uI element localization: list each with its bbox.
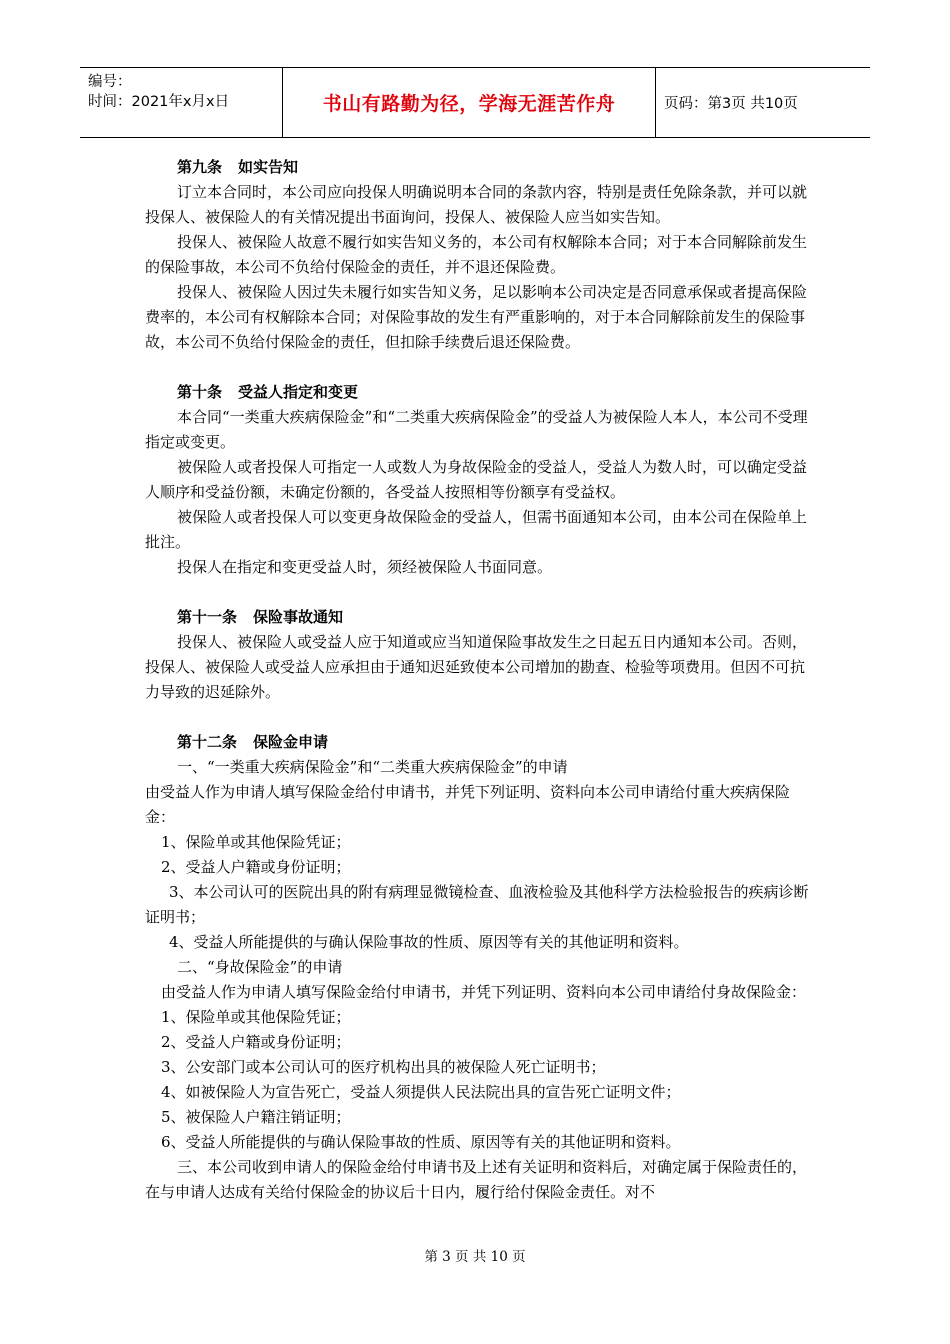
list-item: 6、受益人所能提供的与确认保险事故的性质、原因等有关的其他证明和资料。 xyxy=(161,1133,681,1151)
article-title: 保险金申请 xyxy=(253,733,329,751)
paragraph: 被保险人或者投保人可以变更身故保险金的受益人，但需书面通知本公司，由本公司在保险单上批注。 xyxy=(145,508,808,551)
article-12-heading xyxy=(145,730,810,755)
header-motto: 书山有路勤为径，学海无涯苦作舟 xyxy=(283,68,656,137)
serial-label: 编号： xyxy=(88,74,132,90)
article-10-heading xyxy=(145,380,810,405)
header-page-info: 页码：第3页 共10页 xyxy=(664,96,798,112)
article-title: 受益人指定和变更 xyxy=(238,383,359,401)
page-header xyxy=(80,67,870,138)
article-number: 第十二条 xyxy=(177,733,238,751)
page-footer: 第 3 页 共 10 页 xyxy=(424,1249,526,1265)
date-line: 时间：2021年x月x日 xyxy=(88,94,230,110)
article-number: 第十一条 xyxy=(177,608,238,626)
paragraph: 订立本合同时，本公司应向投保人明确说明本合同的条款内容，特别是责任免除条款，并可以就投保人、被保险人的有关情况提出书面询问，投保人、被保险人应当如实告知。 xyxy=(145,183,808,226)
paragraph: 被保险人或者投保人可指定一人或数人为身故保险金的受益人，受益人为数人时，可以确定受益人顺序和受益份额，未确定份额的，各受益人按照相等份额享有受益权。 xyxy=(145,458,808,501)
article-number: 第十条 xyxy=(177,383,223,401)
article-title: 保险事故通知 xyxy=(253,608,344,626)
paragraph: 由受益人作为申请人填写保险金给付申请书，并凭下列证明、资料向本公司申请给付身故保险金： xyxy=(161,983,807,1001)
list-item: 3、本公司认可的医院出具的附有病理显微镜检查、血液检验及其他科学方法检验报告的疾病诊断证明书； xyxy=(145,883,809,926)
list-item: 4、如被保险人为宣告死亡，受益人须提供人民法院出具的宣告死亡证明文件； xyxy=(161,1083,681,1101)
list-item: 1、保险单或其他保险凭证； xyxy=(161,833,351,851)
article-title: 如实告知 xyxy=(238,158,299,176)
paragraph: 投保人、被保险人故意不履行如实告知义务的，本公司有权解除本合同；对于本合同解除前发生的保险事故，本公司不负给付保险金的责任，并不退还保险费。 xyxy=(145,233,808,276)
paragraph: 由受益人作为申请人填写保险金给付申请书，并凭下列证明、资料向本公司申请给付重大疾病保险金： xyxy=(145,783,791,826)
document-body xyxy=(145,155,810,1205)
list-item: 2、受益人户籍或身份证明； xyxy=(161,1033,351,1051)
paragraph: 本合同“一类重大疾病保险金”和“二类重大疾病保险金”的受益人为被保险人本人，本公司不受理指定或变更。 xyxy=(145,408,808,451)
header-meta xyxy=(80,68,283,137)
article-11-heading xyxy=(145,605,810,630)
list-item: 5、被保险人户籍注销证明； xyxy=(161,1108,351,1126)
list-item: 2、受益人户籍或身份证明； xyxy=(161,858,351,876)
list-item: 1、保险单或其他保险凭证； xyxy=(161,1008,351,1026)
list-item: 4、受益人所能提供的与确认保险事故的性质、原因等有关的其他证明和资料。 xyxy=(169,933,689,951)
paragraph: 投保人、被保险人或受益人应于知道或应当知道保险事故发生之日起五日内通知本公司。否则，投保人、被保险人或受益人应承担由于通知迟延致使本公司增加的勘查、检验等项费用。但因不可抗力导致的迟延除外。 xyxy=(145,633,808,701)
list-item: 3、公安部门或本公司认可的医疗机构出具的被保险人死亡证明书； xyxy=(161,1058,606,1076)
paragraph: 投保人在指定和变更受益人时，须经被保险人书面同意。 xyxy=(177,558,553,576)
article-9-heading xyxy=(145,155,810,180)
paragraph: 三、本公司收到申请人的保险金给付申请书及上述有关证明和资料后，对确定属于保险责任的，在与申请人达成有关给付保险金的协议后十日内，履行给付保险金责任。对不 xyxy=(145,1158,808,1201)
paragraph: 投保人、被保险人因过失未履行如实告知义务，足以影响本公司决定是否同意承保或者提高保险费率的，本公司有权解除本合同；对保险事故的发生有严重影响的，对于本合同解除前发生的保险事故，本公司不负给付保险金的责任，但扣除手续费后退还保险费。 xyxy=(145,283,808,351)
section-title: 二、“身故保险金”的申请 xyxy=(177,958,343,976)
section-title: 一、“一类重大疾病保险金”和“二类重大疾病保险金”的申请 xyxy=(177,758,568,776)
article-number: 第九条 xyxy=(177,158,223,176)
